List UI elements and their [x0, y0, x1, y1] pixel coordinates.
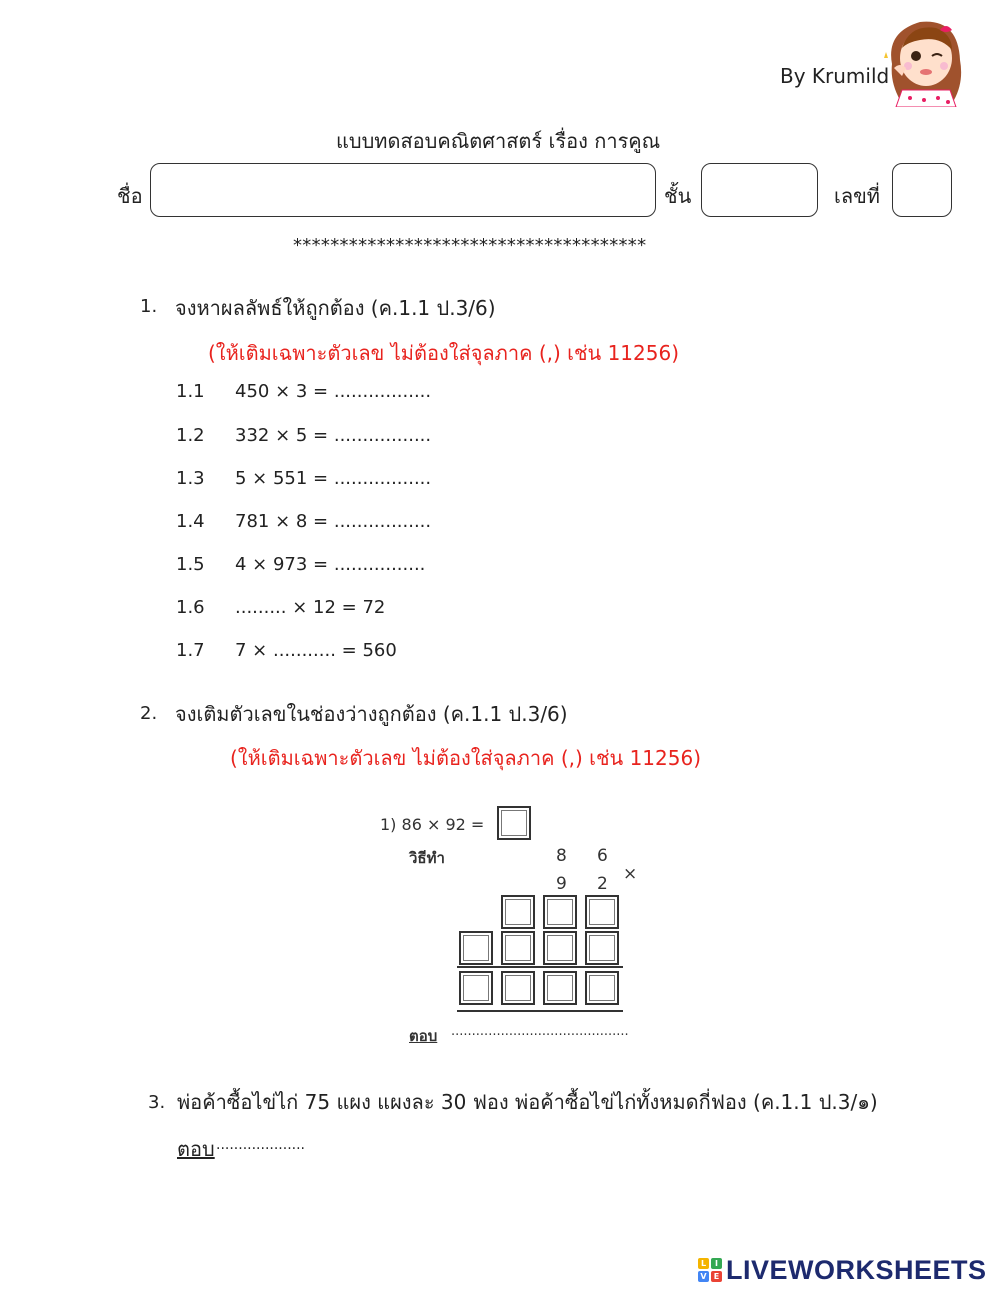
- q2-box-r1-c4[interactable]: [585, 895, 619, 929]
- q2-result-box[interactable]: [497, 806, 531, 840]
- q3-prompt: พ่อค้าซื้อไข่ไก่ 75 แผง แผงละ 30 ฟอง พ่อค้าซื้อไข่ไก่ทั้งหมดกี่ฟอง (ค.1.1 ป.3/๑): [177, 1090, 878, 1114]
- q3-answer-field[interactable]: ....................: [216, 1137, 306, 1153]
- divider: **************************************: [293, 235, 647, 256]
- q1-item-expression[interactable]: 7 × ........... = 560: [235, 640, 397, 661]
- q2-box-r2-c3[interactable]: [543, 931, 577, 965]
- q2-box-r1-c2[interactable]: [501, 895, 535, 929]
- q2-box-r2-c1[interactable]: [459, 931, 493, 965]
- q2-box-r1-c3[interactable]: [543, 895, 577, 929]
- times-sign: ×: [623, 864, 638, 884]
- avatar: [880, 12, 970, 107]
- q1-number: 1.: [140, 296, 158, 317]
- q1-item-expression[interactable]: 450 × 3 = .................: [235, 381, 432, 402]
- q2-box-r3-c4[interactable]: [585, 971, 619, 1005]
- q1-item-expression[interactable]: 4 × 973 = ................: [235, 554, 426, 575]
- q1-item-number: 1.6: [176, 597, 205, 618]
- logo-tile-l: L: [698, 1258, 709, 1269]
- q1-item-expression[interactable]: 781 × 8 = .................: [235, 511, 432, 532]
- q3-number: 3.: [148, 1092, 166, 1113]
- q1-item-number: 1.5: [176, 554, 205, 575]
- q2-note: (ให้เติมเฉพาะตัวเลข ไม่ต้องใส่จุลภาค (,) เช่น 11256): [230, 746, 702, 770]
- q2-answer-field[interactable]: ...........................................: [451, 1024, 629, 1039]
- q2-digit-bottom-2: 2: [597, 874, 608, 894]
- q1-item-expression[interactable]: 5 × 551 = .................: [235, 468, 432, 489]
- q2-box-r2-c2[interactable]: [501, 931, 535, 965]
- q2-box-r3-c2[interactable]: [501, 971, 535, 1005]
- q2-number: 2.: [140, 703, 158, 724]
- q2-box-r3-c3[interactable]: [543, 971, 577, 1005]
- class-input[interactable]: [701, 163, 818, 217]
- q1-item-number: 1.7: [176, 640, 205, 661]
- liveworksheets-logo: [698, 1254, 987, 1286]
- q1-item-expression[interactable]: ......... × 12 = 72: [235, 597, 386, 618]
- q2-digit-top-2: 6: [597, 846, 608, 866]
- student-number-input[interactable]: [892, 163, 952, 217]
- q1-item-number: 1.2: [176, 425, 205, 446]
- q2-prompt: จงเติมตัวเลขในช่องว่างถูกต้อง (ค.1.1 ป.3/6): [175, 702, 568, 726]
- q1-item-number: 1.4: [176, 511, 205, 532]
- q1-item-number: 1.1: [176, 381, 205, 402]
- q3-answer-label: ตอบ: [177, 1137, 215, 1161]
- logo-tile-i: I: [711, 1258, 722, 1269]
- logo-tile-v: V: [698, 1271, 709, 1282]
- q2-problem: 1) 86 × 92 =: [380, 815, 485, 834]
- name-input[interactable]: [150, 163, 656, 217]
- q2-box-r2-c4[interactable]: [585, 931, 619, 965]
- q2-answer-label: ตอบ: [409, 1027, 438, 1045]
- q1-item-expression[interactable]: 332 × 5 = .................: [235, 425, 432, 446]
- class-label: ชั้น: [664, 184, 692, 208]
- author-credit: By Krumild: [780, 64, 890, 88]
- logo-mark-icon: [698, 1258, 722, 1282]
- sum-line-bottom: [457, 1010, 623, 1012]
- name-label: ชื่อ: [117, 184, 143, 208]
- q2-digit-top-1: 8: [556, 846, 567, 866]
- logo-tile-e: E: [711, 1271, 722, 1282]
- q1-item-number: 1.3: [176, 468, 205, 489]
- number-label: เลขที่: [834, 184, 880, 208]
- logo-text: LIVEWORKSHEETS: [726, 1254, 987, 1285]
- q2-digit-bottom-1: 9: [556, 874, 567, 894]
- q1-note: (ให้เติมเฉพาะตัวเลข ไม่ต้องใส่จุลภาค (,) เช่น 11256): [208, 341, 680, 365]
- q2-box-r3-c1[interactable]: [459, 971, 493, 1005]
- sum-line-top: [457, 966, 623, 968]
- q2-method-label: วิธีทำ: [409, 849, 445, 867]
- q1-prompt: จงหาผลลัพธ์ให้ถูกต้อง (ค.1.1 ป.3/6): [175, 296, 496, 320]
- page-title: แบบทดสอบคณิตศาสตร์ เรื่อง การคูณ: [336, 129, 661, 153]
